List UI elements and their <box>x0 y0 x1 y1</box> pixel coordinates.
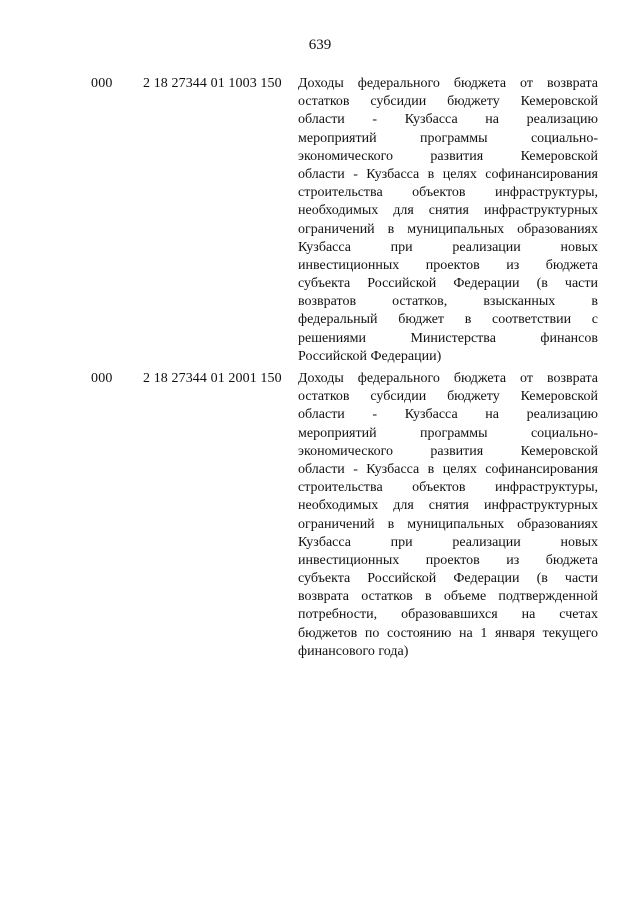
description-line: ограничений в муниципальных образованиях <box>298 221 598 237</box>
description-line: Доходы федерального бюджета от возврата <box>298 371 598 386</box>
description-line: области - Кузбасса на реализацию <box>298 112 598 128</box>
description-line: финансового года) <box>298 643 409 659</box>
budget-classification-code: 2 18 27344 01 1003 150 <box>143 76 282 91</box>
classification-entry <box>0 367 640 661</box>
description-line: инвестиционных проектов из бюджета <box>298 552 598 568</box>
classification-list <box>0 72 640 661</box>
description-line: строительства объектов инфраструктуры, <box>298 480 598 496</box>
description-line: области - Кузбасса в целях софинансирования <box>298 461 598 477</box>
description-line: возвратов остатков, взысканных в <box>298 294 598 310</box>
administrator-code: 000 <box>91 76 113 91</box>
administrator-code: 000 <box>91 371 113 386</box>
description-line: экономического развития Кемеровской <box>298 443 598 459</box>
budget-classification-code: 2 18 27344 01 2001 150 <box>143 371 282 386</box>
description-line: остатков субсидии бюджету Кемеровской <box>298 94 598 110</box>
income-description <box>298 367 598 661</box>
description-line: инвестиционных проектов из бюджета <box>298 257 598 273</box>
description-line: федеральный бюджет в соответствии с <box>298 312 598 328</box>
classification-entry <box>0 72 640 366</box>
description-line: необходимых для снятия инфраструктурных <box>298 203 598 219</box>
description-line: необходимых для снятия инфраструктурных <box>298 498 598 514</box>
description-line: бюджетов по состоянию на 1 января текущего <box>298 625 598 641</box>
description-line: Российской Федерации) <box>298 348 442 364</box>
description-line: Кузбасса при реализации новых <box>298 239 598 255</box>
description-line: области - Кузбасса на реализацию <box>298 407 598 423</box>
description-line: мероприятий программы социально- <box>298 130 598 146</box>
description-line: субъекта Российской Федерации (в части <box>298 571 598 587</box>
description-line: Доходы федерального бюджета от возврата <box>298 76 598 91</box>
description-line: субъекта Российской Федерации (в части <box>298 276 598 292</box>
description-line: потребности, образовавшихся на счетах <box>298 607 598 623</box>
description-line: экономического развития Кемеровской <box>298 148 598 164</box>
description-line: возврата остатков в объеме подтвержденной <box>298 589 598 605</box>
description-line: решениями Министерства финансов <box>298 330 598 346</box>
description-line: ограничений в муниципальных образованиях <box>298 516 598 532</box>
income-description <box>298 72 598 366</box>
description-line: мероприятий программы социально- <box>298 425 598 441</box>
page-number: 639 <box>308 37 332 53</box>
description-line: остатков субсидии бюджету Кемеровской <box>298 389 598 405</box>
description-line: Кузбасса при реализации новых <box>298 534 598 550</box>
description-line: строительства объектов инфраструктуры, <box>298 185 598 201</box>
description-line: области - Кузбасса в целях софинансирования <box>298 166 598 182</box>
